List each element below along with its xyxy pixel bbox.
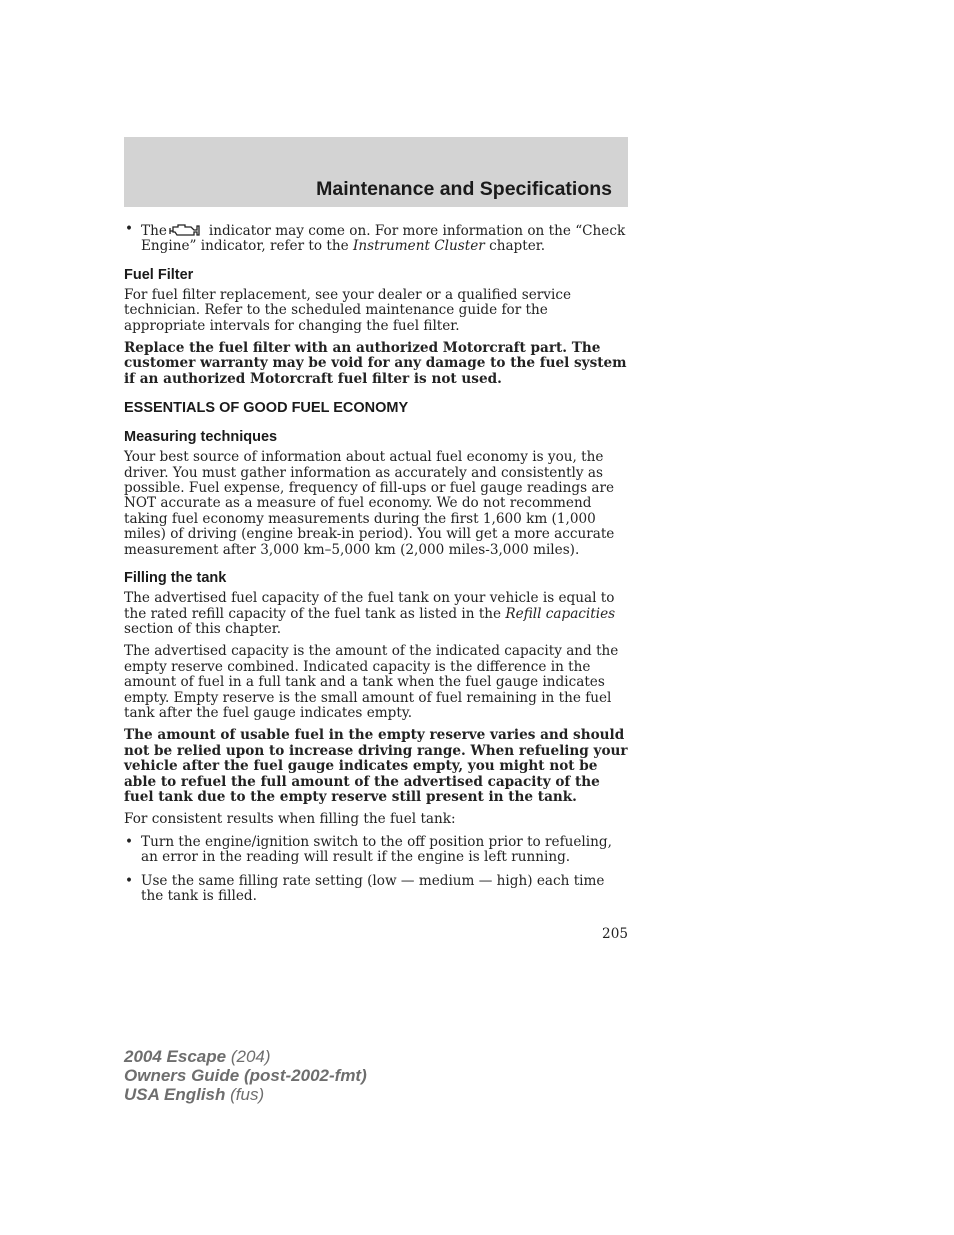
list-item (124, 874, 629, 905)
refill-capacities-ref: Refill capacities (505, 605, 616, 622)
filling-para1-pre: The advertised fuel capacity of the fuel tank on your vehicle is equal to the rated refill capacity of the fuel tank as listed in the (124, 590, 615, 622)
section-header-band (124, 137, 628, 207)
filling-para1-post: section of this chapter. (124, 620, 282, 637)
check-engine-icon (169, 222, 203, 237)
footer-language-code: (fus) (230, 1085, 265, 1104)
essentials-heading: ESSENTIALS OF GOOD FUEL ECONOMY (124, 400, 409, 417)
list-item (124, 835, 629, 866)
bullet-tail-text: chapter. (489, 238, 546, 255)
filling-intro: For consistent results when filling the fuel tank: (124, 811, 456, 828)
filling-paragraph-2: The advertised capacity is the amount of the indicated capacity and the empty reserve combined. Indicated capacity is the difference in the amount of fuel in a full tank and a tank when the fuel gauge indicates empty. Empty reserve is the small amount of fuel remaining in the fuel tank after the fuel gauge indicates empty. (124, 643, 619, 721)
list-item-text: Use the same filling rate setting (low — medium — high) each time the tank is filled. (141, 872, 605, 904)
measuring-heading: Measuring techniques (124, 429, 278, 446)
page-number: 205 (602, 926, 628, 942)
filling-heading: Filling the tank (124, 570, 227, 587)
bullet-pre-text: The (141, 223, 167, 239)
page-content (124, 222, 629, 912)
footer-line-3 (124, 1085, 367, 1104)
bullet-dot: • (125, 221, 134, 237)
footer-guide: Owners Guide (post-2002-fmt) (124, 1066, 367, 1085)
check-engine-bullet (124, 222, 629, 255)
fuel-filter-paragraph: For fuel filter replacement, see your dealer or a qualified service technician. Refer to the scheduled maintenance guide for the appropriate intervals for changing the fuel filter. (124, 286, 571, 334)
fuel-filter-warning: Replace the fuel filter with an authorized Motorcraft part. The customer warranty may be void for any damage to the fuel system if an authorized Motorcraft fuel filter is not used. (124, 340, 627, 387)
section-title: Maintenance and Specifications (316, 178, 612, 200)
instrument-cluster-ref: Instrument Cluster (352, 238, 485, 255)
footer-model: 2004 Escape (124, 1047, 227, 1066)
bullet-post-text: indicator may come on. For more information on the “Check Engine” indicator, refer to the (141, 223, 626, 255)
footer-line-1 (124, 1047, 367, 1066)
filling-warning: The amount of usable fuel in the empty reserve varies and should not be relied upon to increase driving range. When refueling your vehicle after the fuel gauge indicates empty, you might not be able to refuel the full amount of the advertised capacity of the fuel tank due to the empty reserve still present in the tank. (124, 727, 628, 805)
bullet-dot: • (125, 833, 134, 850)
footer-language: USA English (124, 1085, 226, 1104)
document-footer (124, 1047, 367, 1104)
list-item-text: Turn the engine/ignition switch to the off position prior to refueling, an error in the reading will result if the engine is left running. (141, 833, 612, 866)
filling-paragraph-1 (124, 591, 629, 637)
fuel-filter-heading: Fuel Filter (124, 266, 194, 283)
footer-model-code: (204) (230, 1047, 271, 1066)
bullet-dot: • (125, 872, 134, 889)
measuring-paragraph: Your best source of information about actual fuel economy is you, the driver. You must gather information as accurately and consistently as possible. Fuel expense, frequency of fill-ups or fuel gauge readings are NOT accurate as a measure of fuel economy. We do not recommend taking fuel economy measurements during the first 1,600 km (1,000 miles) of driving (engine break-in period). You will get a more accurate measurement after 3,000 km–5,000 km (2,000 miles-3,000 miles). (124, 449, 615, 558)
